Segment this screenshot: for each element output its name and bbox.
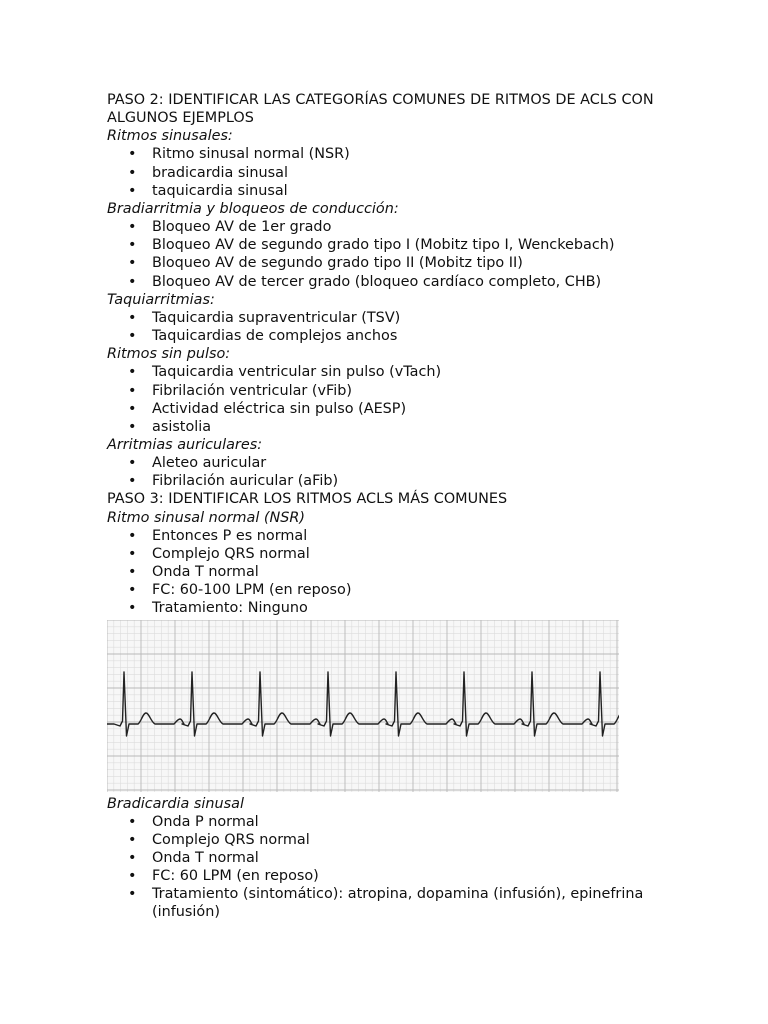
- list-item: [107, 309, 667, 327]
- category-list: [107, 218, 667, 291]
- list-item: [107, 563, 667, 581]
- list-item: [107, 400, 667, 418]
- list-item: [107, 273, 667, 291]
- category-list: [107, 309, 667, 345]
- list-item-text: Actividad eléctrica sin pulso (AESP): [152, 400, 407, 417]
- list-item-text: Taquicardias de complejos anchos: [152, 328, 398, 345]
- bullet: •: [128, 455, 137, 472]
- list-item-text: FC: 60 LPM (en reposo): [152, 868, 319, 885]
- list-item-text: Onda T normal: [152, 564, 259, 581]
- bullet: •: [128, 182, 137, 199]
- list-item: [107, 813, 667, 831]
- bullet: •: [128, 831, 137, 848]
- list-item-text: Bloqueo AV de segundo grado tipo I (Mobitz tipo I, Wenckebach): [152, 237, 615, 254]
- list-item: [107, 849, 667, 867]
- bullet: •: [128, 309, 137, 326]
- rhythm-list-nsr: [107, 527, 667, 618]
- category-list: [107, 454, 667, 490]
- category-list: [107, 145, 667, 199]
- list-item-text: Onda T normal: [152, 850, 259, 866]
- list-item-text: Aleteo auricular: [152, 455, 267, 472]
- list-item-text: Ritmo sinusal normal (NSR): [152, 146, 350, 163]
- category-list: [107, 363, 667, 436]
- bullet: •: [128, 400, 137, 417]
- bullet: •: [128, 886, 137, 903]
- step2-categories: [107, 127, 667, 490]
- list-item-text: Onda P normal: [152, 813, 259, 830]
- list-item: [107, 831, 667, 849]
- rhythm-title-bradicardia: Bradicardia sinusal: [107, 795, 244, 812]
- bullet: •: [128, 382, 137, 399]
- bullet: •: [128, 868, 137, 885]
- list-item: [107, 363, 667, 381]
- list-item: [107, 581, 667, 599]
- list-item: [107, 218, 667, 236]
- list-item-text: asistolia: [152, 418, 212, 435]
- list-item-text: Tratamiento: Ninguno: [152, 600, 308, 617]
- bullet: •: [128, 564, 137, 581]
- bullet: •: [128, 255, 137, 272]
- list-item: [107, 164, 667, 182]
- bullet: •: [128, 328, 137, 345]
- category-title: Ritmos sin pulso:: [107, 346, 231, 363]
- list-item-text: Fibrilación auricular (aFib): [152, 473, 339, 490]
- list-item-text: Entonces P es normal: [152, 527, 308, 544]
- rhythm-title-nsr: Ritmo sinusal normal (NSR): [107, 509, 306, 526]
- bullet: •: [128, 582, 137, 599]
- bullet: •: [128, 527, 137, 544]
- list-item: [107, 885, 667, 921]
- bullet: •: [128, 237, 137, 254]
- list-item: [107, 599, 667, 617]
- list-item-text: Complejo QRS normal: [152, 545, 310, 562]
- document-page: [107, 91, 667, 922]
- bullet: •: [128, 164, 137, 181]
- list-item: [107, 527, 667, 545]
- list-item-text: taquicardia sinusal: [152, 182, 288, 199]
- list-item: [107, 236, 667, 254]
- bullet: •: [128, 146, 137, 163]
- category-title: Taquiarritmias:: [107, 291, 215, 308]
- bullet: •: [128, 273, 137, 290]
- list-item-text: Complejo QRS normal: [152, 831, 310, 848]
- category-title: Ritmos sinusales:: [107, 128, 233, 145]
- ecg-trace-graphic: [107, 620, 619, 792]
- list-item-text: Tratamiento (sintomático): atropina, dopamina (infusión), epinefrina (infusión): [152, 886, 644, 921]
- list-item: [107, 472, 667, 490]
- list-item-text: bradicardia sinusal: [152, 164, 288, 181]
- list-item-text: FC: 60-100 LPM (en reposo): [152, 582, 352, 599]
- category-title: Arritmias auriculares:: [107, 436, 263, 453]
- category-title: Bradiarritmia y bloqueos de conducción:: [107, 200, 399, 217]
- list-item-text: Fibrilación ventricular (vFib): [152, 382, 352, 399]
- list-item: [107, 545, 667, 563]
- list-item-text: Bloqueo AV de tercer grado (bloqueo cardíaco completo, CHB): [152, 273, 602, 290]
- ecg-strip-image: [107, 620, 619, 792]
- list-item: [107, 418, 667, 436]
- step3-title: PASO 3: IDENTIFICAR LOS RITMOS ACLS MÁS COMUNES: [107, 491, 508, 508]
- bullet: •: [128, 600, 137, 617]
- list-item-text: Taquicardia ventricular sin pulso (vTach): [152, 364, 442, 381]
- list-item: [107, 382, 667, 400]
- list-item: [107, 145, 667, 163]
- list-item: [107, 454, 667, 472]
- list-item-text: Bloqueo AV de 1er grado: [152, 219, 332, 236]
- list-item: [107, 254, 667, 272]
- list-item: [107, 182, 667, 200]
- list-item: [107, 867, 667, 885]
- bullet: •: [128, 850, 137, 866]
- list-item-text: Bloqueo AV de segundo grado tipo II (Mobitz tipo II): [152, 255, 523, 272]
- bullet: •: [128, 219, 137, 236]
- step2-title: PASO 2: IDENTIFICAR LAS CATEGORÍAS COMUNES DE RITMOS DE ACLS CON ALGUNOS EJEMPLOS: [107, 92, 654, 127]
- rhythm-list-bradicardia: [107, 813, 667, 922]
- list-item: [107, 327, 667, 345]
- bullet: •: [128, 473, 137, 490]
- bullet: •: [128, 545, 137, 562]
- list-item-text: Taquicardia supraventricular (TSV): [152, 309, 401, 326]
- bullet: •: [128, 364, 137, 381]
- bullet: •: [128, 813, 137, 830]
- bullet: •: [128, 418, 137, 435]
